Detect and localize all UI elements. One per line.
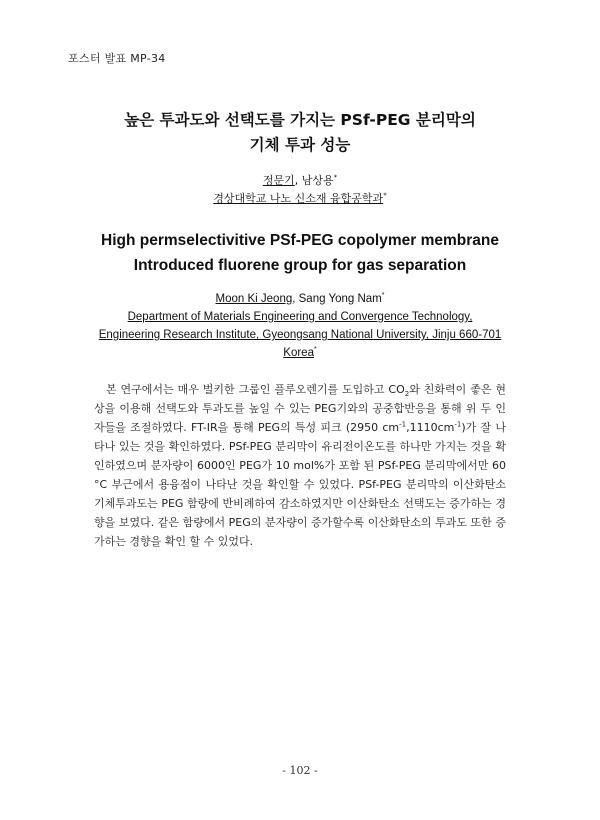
english-author-1: Moon Ki Jeong bbox=[215, 293, 293, 305]
wavenumber-superscript-2: -1 bbox=[454, 420, 462, 429]
co2-subscript: 2 bbox=[404, 390, 410, 399]
abstract-text-1: 본 연구에서는 매우 벌키한 그룹인 플루오렌기를 도입하고 CO bbox=[106, 383, 405, 396]
english-title-line2: Introduced fluorene group for gas separation bbox=[133, 257, 467, 274]
korean-title-line2: 기체 투과 성능 bbox=[249, 136, 351, 154]
korean-affiliation: 경상대학교 나노 신소재 융합공학과 bbox=[213, 192, 384, 205]
korean-author-separator: , bbox=[294, 174, 302, 187]
korean-author-1: 정문기 bbox=[262, 174, 295, 187]
english-author-2: Sang Yong Nam bbox=[298, 293, 382, 305]
abstract-text-3: ,1110cm bbox=[406, 421, 455, 434]
abstract-paragraph bbox=[94, 380, 506, 551]
english-title bbox=[0, 228, 600, 278]
korean-authors-block bbox=[0, 172, 600, 208]
abstract-text-2: 와 친화력이 좋은 현상을 이용해 선택도와 투과도를 높일 수 있는 PEG기와의 공중합반응을 통해 위 두 인자들을 조절하였다. FT-IR을 통해 PEG의 특성 피크 (2950 cm bbox=[94, 383, 507, 434]
english-authors-block bbox=[60, 290, 540, 362]
korean-author-2: 남상용 bbox=[301, 174, 334, 187]
korean-affiliation-line bbox=[0, 190, 600, 208]
english-affiliation-line2: Engineering Research Institute, Gyeongsang National University, Jinju 660-701 bbox=[98, 329, 502, 341]
english-affiliation-line3-wrap bbox=[60, 344, 540, 362]
wavenumber-superscript-1: -1 bbox=[399, 420, 407, 429]
english-author-2-mark: * bbox=[381, 292, 385, 300]
korean-author-2-mark: * bbox=[333, 173, 338, 182]
korean-affiliation-mark: * bbox=[383, 191, 387, 200]
abstract-text-4: )가 잘 나타나 있는 것을 확인하였다. PSf-PEG 분리막이 유리전이온도를 하나만 가지는 것을 확인하였으며 분자량이 6000인 PEG가 10 mol%가 포함 된 PSf-PEG 분리막에서만 60 °C 부근에서 용융점이 나타난 것을 확인할 수 있었다. PSf-PEG 분리막의 이산화탄소 기체투과도는 PEG 함량에 반비례하여 감소하였지만 이산화탄소 선택도는 증가하는 경향을 보였다. 같은 함량에서 PEG의 분자량이 증가할수록 이산화탄소의 투과도 또한 증가하는 경향을 확인 할 수 있었다. bbox=[94, 421, 506, 548]
english-affiliation-line1: Department of Materials Engineering and Convergence Technology, bbox=[127, 311, 473, 323]
english-affiliation-line3: Korea bbox=[283, 347, 314, 359]
session-tag: 포스터 발표 MP-34 bbox=[68, 52, 166, 65]
english-affiliation-mark: * bbox=[313, 346, 317, 354]
english-authors bbox=[60, 290, 540, 308]
korean-title bbox=[0, 108, 600, 158]
page-number: - 102 - bbox=[282, 764, 318, 777]
korean-title-line1: 높은 투과도와 선택도를 가지는 PSf-PEG 분리막의 bbox=[124, 111, 476, 129]
korean-authors bbox=[0, 172, 600, 190]
english-title-line1: High permselectivitive PSf-PEG copolymer membrane bbox=[101, 232, 499, 249]
english-author-separator: , bbox=[292, 293, 299, 305]
